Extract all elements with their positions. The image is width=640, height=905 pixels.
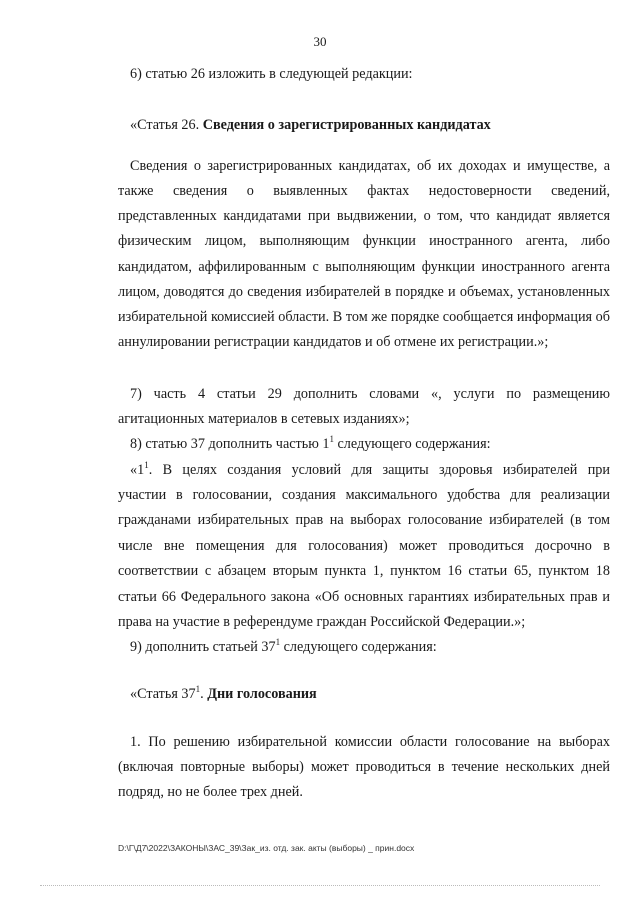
file-path-footer: D:\Г\Д7\2022\ЗАКОНЫ\ЗАС_39\Зак_из. отд. зак. акты (выборы) _ прин.docx xyxy=(118,843,415,853)
superscript: 1 xyxy=(144,460,149,470)
text-line: представленных кандидатами при выдвижении, о том, что кандидат является xyxy=(118,208,610,224)
text-line: права на участие в референдуме граждан Российской Федерации.»; xyxy=(118,614,526,630)
text-line: 6) статью 26 изложить в следующей редакции: xyxy=(130,66,413,82)
superscript: 1 xyxy=(329,434,334,444)
text-line: соответствии с абзацем вторым пункта 1, пунктом 16 статьи 65, пунктом 18 xyxy=(118,563,610,579)
text-line: избирательной комиссией области. В том же порядке сообщается информация об xyxy=(118,309,610,325)
article-heading xyxy=(130,685,317,703)
text-line: физическим лицом, выполняющим функции иностранного агента, либо xyxy=(118,233,610,249)
text-line xyxy=(130,461,610,479)
text-span: следующего содержания: xyxy=(280,639,437,655)
article-title: Дни голосования xyxy=(207,686,317,702)
text-line: числе вне помещения для голосования) может проводиться досрочно в xyxy=(118,538,610,554)
superscript: 1 xyxy=(275,637,281,647)
superscript: 1 xyxy=(195,684,201,694)
text-line: также сведения о выявленных фактах недостоверности сведений, xyxy=(118,183,610,199)
text-line: гражданами избирательных прав на выборах голосование избирателей (в том xyxy=(118,512,610,528)
text-line: 7) часть 4 статьи 29 дополнить словами «, услуги по размещению xyxy=(130,386,610,402)
text-line: кандидатом, аффилированным с выполняющим функции иностранного агента xyxy=(118,259,610,275)
text-line: статьи 66 Федерального закона «Об основных гарантиях избирательных прав и xyxy=(118,589,610,605)
text-line: лицом, доводятся до сведения избирателей в порядке и объемах, установленных xyxy=(118,284,610,300)
text-line xyxy=(130,435,491,453)
article-prefix: «Статья 26. xyxy=(130,117,203,133)
text-line xyxy=(130,638,437,656)
article-title: Сведения о зарегистрированных кандидатах xyxy=(202,117,491,133)
text-line: участии в голосовании, создания максимального удобства для реализации xyxy=(118,487,610,503)
page-number: 30 xyxy=(313,34,327,49)
text-line: 1. По решению избирательной комиссии области голосование на выборах xyxy=(130,734,610,750)
text-span: . В целях создания условий для защиты здоровья избирателей при xyxy=(148,462,610,478)
article-prefix: «Статья 37 xyxy=(130,686,196,702)
text-span: 9) дополнить статьей 37 xyxy=(130,639,276,655)
text-span: «1 xyxy=(130,462,145,478)
article-heading xyxy=(130,116,491,134)
text-line: Сведения о зарегистрированных кандидатах, об их доходах и имуществе, а xyxy=(130,158,610,174)
text-line: подряд, но не более трех дней. xyxy=(118,784,303,800)
text-span: . xyxy=(200,686,208,702)
scan-artifact-line xyxy=(40,885,600,886)
text-span: 8) статью 37 дополнить частью 1 xyxy=(130,436,330,452)
text-line: (включая повторные выборы) может проводиться в течение нескольких дней xyxy=(118,759,610,775)
text-line: агитационных материалов в сетевых изданиях»; xyxy=(118,411,410,427)
text-line: аннулировании регистрации кандидатов и об отмене их регистрации.»; xyxy=(118,334,549,350)
text-span: следующего содержания: xyxy=(333,436,491,452)
